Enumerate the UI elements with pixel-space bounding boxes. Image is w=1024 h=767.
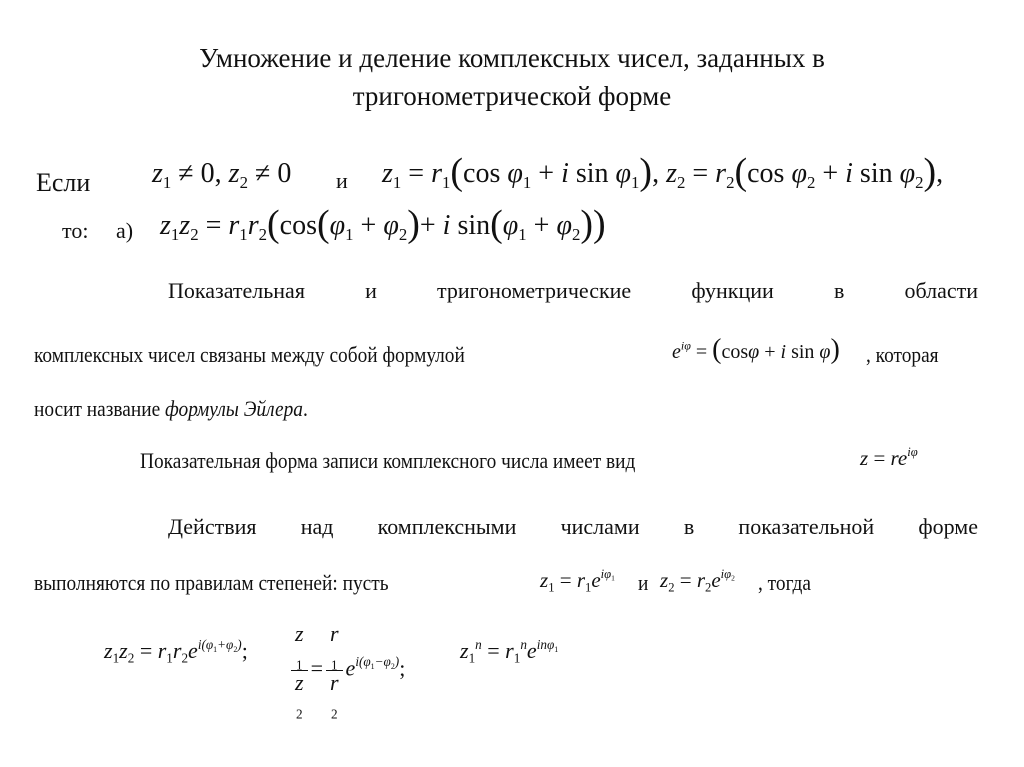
actions-para-tail: , тогда xyxy=(758,570,811,595)
product-exp-rule: $z_1z_2 = r_1r_2e^{i(\varphi_1+\varphi_2)}$; xyxy=(104,636,248,666)
euler-para-line3 xyxy=(34,396,308,422)
and-label: и xyxy=(336,168,348,193)
z1-exp-formula: $z_1 = r_1e^{i\varphi_1}$ xyxy=(540,567,615,595)
word: и xyxy=(365,278,377,303)
slide-title-line2: тригонометрической форме xyxy=(352,81,672,111)
slide-title-line1: Умножение и деление комплексных чисел, заданных в xyxy=(199,43,825,73)
euler-para-line1 xyxy=(168,278,978,304)
z-fraction: z $_1$ z $_2$ xyxy=(291,622,308,719)
word: Действия xyxy=(168,514,257,539)
exp-form-text: Показательная форма записи комплексного числа имеет вид xyxy=(140,448,636,473)
r-fraction: r $_1$ r $_2$ xyxy=(326,622,343,719)
power-exp-rule: $z_1^n = r_1^ne^{in\varphi_1}$ xyxy=(460,636,559,666)
line3-text: носит название xyxy=(34,396,161,421)
euler-formula-name: формулы Эйлера xyxy=(165,396,303,421)
z2-exp-formula: $z_2 = r_2e^{i\varphi_2}$ xyxy=(660,567,735,595)
word: функции xyxy=(691,278,774,303)
actions-para-line1 xyxy=(168,514,978,540)
euler-para-line2-tail: , которая xyxy=(866,342,939,367)
word: в xyxy=(683,514,695,539)
quotient-exp-rule: z $_1$ z $_2$ = r $_1$ r $_2$ $e^{i(\varphi_1-\varphi_2)}$; xyxy=(288,622,405,719)
period: . xyxy=(302,396,308,421)
word: тригонометрические xyxy=(436,278,632,303)
item-a-label: а) xyxy=(116,218,134,243)
euler-para-line2: комплексных чисел связаны между собой формулой xyxy=(34,342,465,367)
then-label: то: xyxy=(62,218,89,243)
word: комплексными xyxy=(377,514,517,539)
word: Показательная xyxy=(168,278,305,303)
word: форме xyxy=(918,514,978,539)
if-label: Если xyxy=(36,168,91,197)
actions-para-line2: выполняются по правилам степеней: пусть xyxy=(34,570,389,595)
euler-formula: $e^{i\varphi} = (\cos\varphi + i$ sin φ) xyxy=(672,334,840,365)
word: показательной xyxy=(738,514,875,539)
word: в xyxy=(833,278,845,303)
word: области xyxy=(904,278,978,303)
product-trig-formula: $z_1z_2 = r_1r_2(\cos(\varphi_1 + \varphi_2)+ i$ $\sin(\varphi_1 + \varphi_2)$) xyxy=(160,203,606,245)
word: числами xyxy=(560,514,640,539)
trig-form-definition: $z_1 = r_1(\cos$ $\varphi_1 + i$ $\sin \varphi_1$), $z_2 = r_2(\cos$ $\varphi_2 + i$ $\sin \varphi_2$), xyxy=(382,151,944,193)
and-label-2: и xyxy=(638,570,649,595)
nonzero-condition: $z_1 \ne 0$, $z_2 \ne 0$ xyxy=(152,158,292,192)
word: над xyxy=(300,514,334,539)
exp-form-formula: $z = re^{i\varphi}$ xyxy=(860,445,918,470)
